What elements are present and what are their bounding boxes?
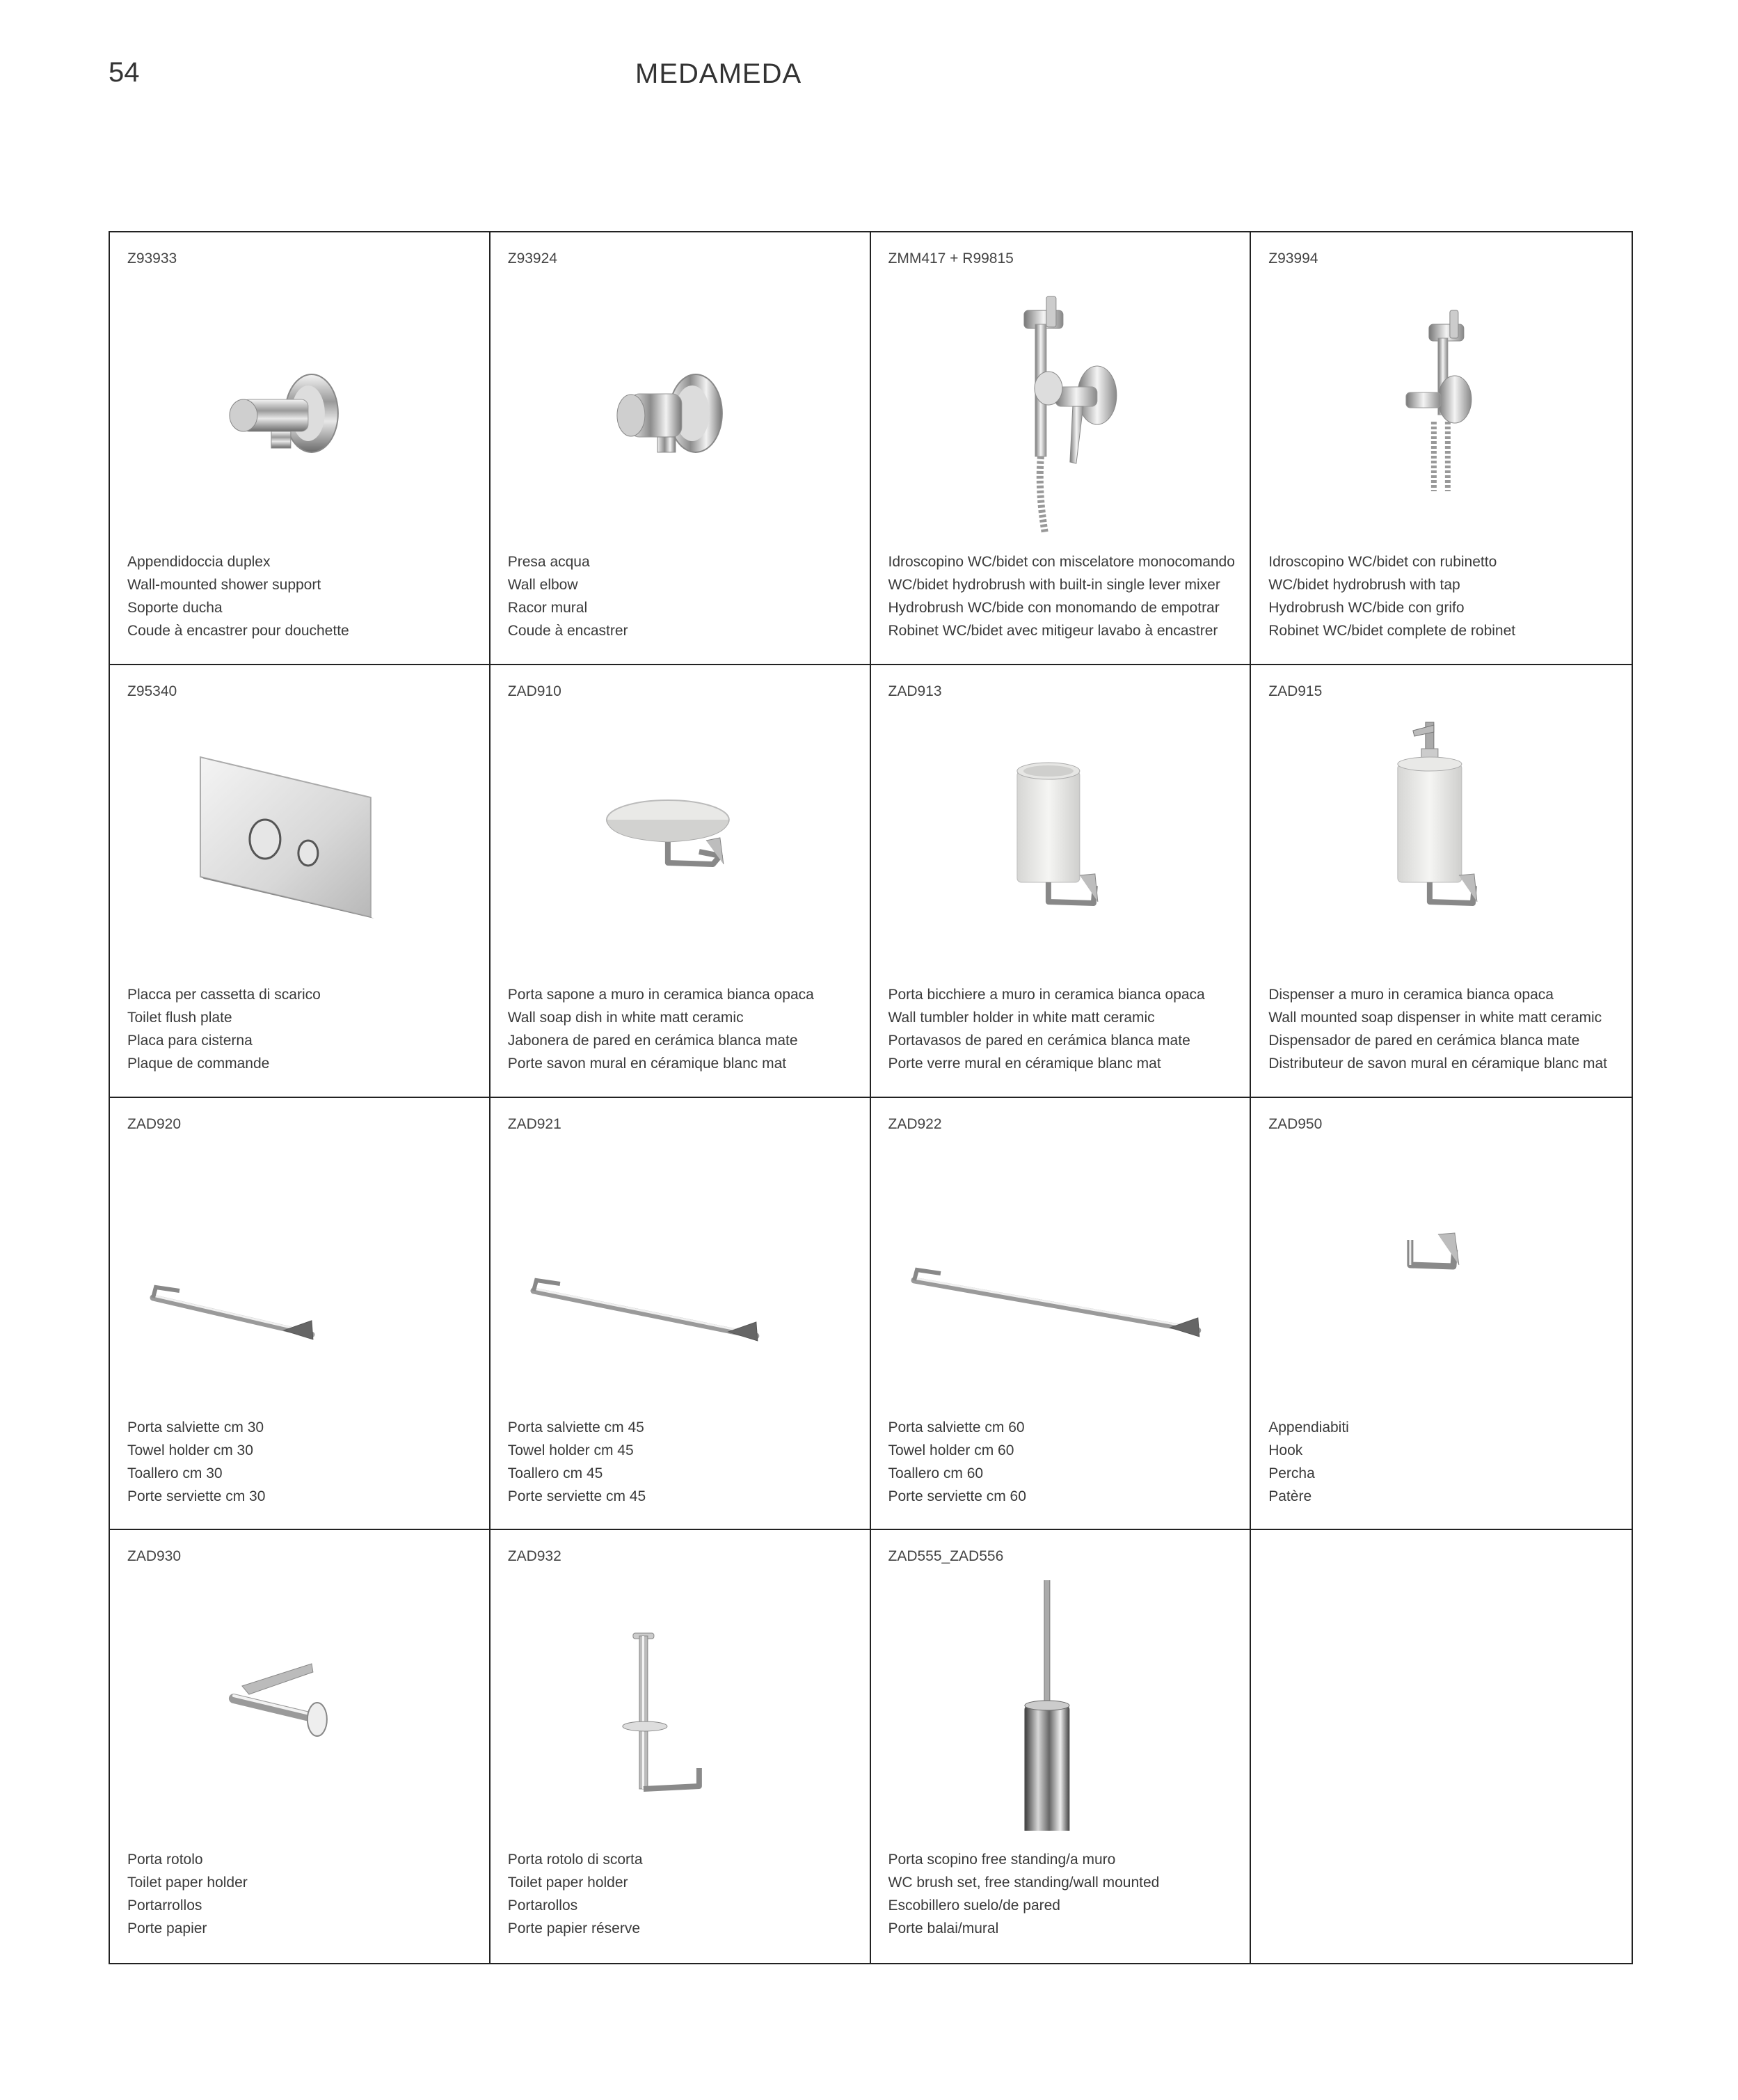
product-cell [1251, 232, 1632, 665]
desc-line-es: Portavasos de pared en cerámica blanca mate [888, 1032, 1190, 1049]
desc-line-it: Appendidoccia duplex [127, 554, 271, 570]
product-code: Z93924 [507, 250, 557, 267]
tumbler-holder-image [871, 715, 1250, 966]
product-description [508, 983, 814, 1075]
desc-line-en: Wall mounted soap dispenser in white matt ceramic [1268, 1009, 1602, 1026]
spare-paper-holder-image [491, 1580, 870, 1831]
product-cell [1251, 1098, 1632, 1531]
desc-line-fr: Robinet WC/bidet avec mitigeur lavabo à encastrer [888, 623, 1218, 639]
product-cell [491, 232, 871, 665]
product-code: ZAD930 [127, 1548, 182, 1565]
desc-line-it: Presa acqua [507, 554, 590, 570]
desc-line-fr: Porte savon mural en céramique blanc mat [507, 1055, 787, 1072]
wall-elbow-image [491, 283, 870, 533]
desc-line-en: Wall soap dish in white matt ceramic [507, 1009, 744, 1026]
desc-line-en: Wall elbow [507, 577, 578, 593]
desc-line-en: WC/bidet hydrobrush with built-in single lever mixer [888, 577, 1220, 593]
product-cell [110, 1098, 491, 1531]
desc-line-fr: Plaque de commande [127, 1055, 270, 1072]
desc-line-it: Porta rotolo [127, 1852, 203, 1868]
product-cell [491, 1098, 871, 1531]
product-code: ZAD555_ZAD556 [888, 1548, 1004, 1565]
desc-line-fr: Porte papier [127, 1920, 207, 1937]
desc-line-es: Toallero cm 30 [127, 1465, 223, 1481]
product-code: ZAD950 [1268, 1115, 1323, 1132]
desc-line-es: Toallero cm 60 [888, 1465, 984, 1481]
desc-line-en: Hook [1268, 1442, 1303, 1458]
product-description [127, 983, 321, 1075]
desc-line-it: Porta sapone a muro in ceramica bianca opaca [507, 986, 814, 1003]
desc-line-it: Porta salviette cm 45 [507, 1419, 644, 1435]
product-description [127, 1848, 248, 1940]
desc-line-it: Idroscopino WC/bidet con rubinetto [1268, 554, 1497, 570]
desc-line-fr: Distributeur de savon mural en céramique blanc mat [1268, 1055, 1607, 1072]
desc-line-es: Racor mural [507, 600, 588, 616]
toilet-paper-holder-image [110, 1580, 489, 1831]
product-code: ZAD921 [507, 1115, 561, 1132]
product-cell [871, 232, 1252, 665]
product-code: ZAD922 [888, 1115, 942, 1132]
towel-holder-30-image [110, 1148, 489, 1399]
hydrobrush-tap-image [1251, 283, 1632, 533]
product-description [127, 550, 349, 642]
product-description [1268, 1416, 1349, 1508]
product-description [888, 1416, 1026, 1508]
desc-line-en: Toilet paper holder [127, 1875, 248, 1891]
desc-line-es: Toallero cm 45 [507, 1465, 603, 1481]
desc-line-en: Towel holder cm 60 [888, 1442, 1014, 1458]
desc-line-en: Towel holder cm 30 [127, 1442, 253, 1458]
towel-holder-45-image [491, 1148, 870, 1399]
page-number: 54 [109, 57, 140, 88]
desc-line-fr: Robinet WC/bidet complete de robinet [1268, 623, 1516, 639]
product-grid [109, 231, 1633, 1964]
desc-line-fr: Porte papier réserve [507, 1920, 641, 1937]
desc-line-en: Towel holder cm 45 [507, 1442, 634, 1458]
product-description [508, 1848, 643, 1940]
product-cell [1251, 665, 1632, 1098]
desc-line-en: Toilet paper holder [507, 1875, 628, 1891]
desc-line-en: WC brush set, free standing/wall mounted [888, 1875, 1160, 1891]
desc-line-es: Portarrollos [127, 1898, 202, 1914]
desc-line-es: Dispensador de pared en cerámica blanca mate [1268, 1032, 1580, 1049]
product-description [508, 550, 628, 642]
product-code: ZAD910 [507, 683, 561, 699]
soap-dispenser-image [1251, 715, 1632, 966]
desc-line-es: Hydrobrush WC/bide con grifo [1268, 600, 1465, 616]
product-code: ZAD913 [888, 683, 942, 699]
desc-line-fr: Porte verre mural en céramique blanc mat [888, 1055, 1161, 1072]
desc-line-it: Placca per cassetta di scarico [127, 986, 321, 1003]
desc-line-fr: Coude à encastrer pour douchette [127, 623, 349, 639]
product-cell [110, 232, 491, 665]
product-description [508, 1416, 646, 1508]
desc-line-fr: Patère [1268, 1488, 1312, 1504]
desc-line-fr: Porte serviette cm 30 [127, 1488, 266, 1504]
product-code: ZAD932 [507, 1548, 561, 1565]
product-description [888, 550, 1235, 642]
product-cell [110, 1530, 491, 1963]
desc-line-it: Idroscopino WC/bidet con miscelatore monocomando [888, 554, 1235, 570]
desc-line-fr: Porte balai/mural [888, 1920, 999, 1937]
towel-holder-60-image [871, 1148, 1250, 1399]
desc-line-it: Porta salviette cm 30 [127, 1419, 264, 1435]
product-code: ZAD920 [127, 1115, 182, 1132]
desc-line-es: Placa para cisterna [127, 1032, 253, 1049]
desc-line-it: Dispenser a muro in ceramica bianca opaca [1268, 986, 1554, 1003]
desc-line-it: Porta bicchiere a muro in ceramica bianca opaca [888, 986, 1205, 1003]
product-cell [491, 665, 871, 1098]
shower-support-image [110, 283, 489, 533]
product-description [1268, 983, 1607, 1075]
empty-cell [1251, 1530, 1632, 1963]
product-description [888, 1848, 1160, 1940]
product-description [888, 983, 1205, 1075]
product-code: Z95340 [127, 683, 177, 699]
desc-line-fr: Porte serviette cm 60 [888, 1488, 1026, 1504]
desc-line-it: Porta rotolo di scorta [507, 1852, 643, 1868]
product-cell [871, 1098, 1252, 1531]
soap-dish-image [491, 715, 870, 966]
product-cell [110, 665, 491, 1098]
robe-hook-image [1251, 1148, 1632, 1399]
product-cell [871, 665, 1252, 1098]
desc-line-es: Percha [1268, 1465, 1315, 1481]
product-description [1268, 550, 1515, 642]
brand-title: MEDAMEDA [635, 58, 802, 89]
desc-line-en: Wall-mounted shower support [127, 577, 321, 593]
desc-line-it: Appendiabiti [1268, 1419, 1349, 1435]
desc-line-es: Portarollos [507, 1898, 578, 1914]
desc-line-es: Jabonera de pared en cerámica blanca mate [507, 1032, 798, 1049]
desc-line-en: WC/bidet hydrobrush with tap [1268, 577, 1460, 593]
product-code: Z93933 [127, 250, 177, 267]
product-cell [491, 1530, 871, 1963]
desc-line-es: Hydrobrush WC/bide con monomando de empotrar [888, 600, 1220, 616]
product-cell [871, 1530, 1252, 1963]
wc-brush-image [871, 1580, 1250, 1831]
desc-line-fr: Porte serviette cm 45 [507, 1488, 646, 1504]
product-description [127, 1416, 265, 1508]
desc-line-it: Porta salviette cm 60 [888, 1419, 1025, 1435]
hydrobrush-mixer-image [871, 283, 1250, 533]
desc-line-es: Escobillero suelo/de pared [888, 1898, 1060, 1914]
product-code: ZMM417 + R99815 [888, 250, 1014, 267]
product-code: ZAD915 [1268, 683, 1323, 699]
desc-line-en: Toilet flush plate [127, 1009, 232, 1026]
desc-line-en: Wall tumbler holder in white matt ceramic [888, 1009, 1155, 1026]
flush-plate-image [110, 715, 489, 966]
product-code: Z93994 [1268, 250, 1318, 267]
desc-line-fr: Coude à encastrer [507, 623, 628, 639]
desc-line-it: Porta scopino free standing/a muro [888, 1852, 1116, 1868]
desc-line-es: Soporte ducha [127, 600, 223, 616]
